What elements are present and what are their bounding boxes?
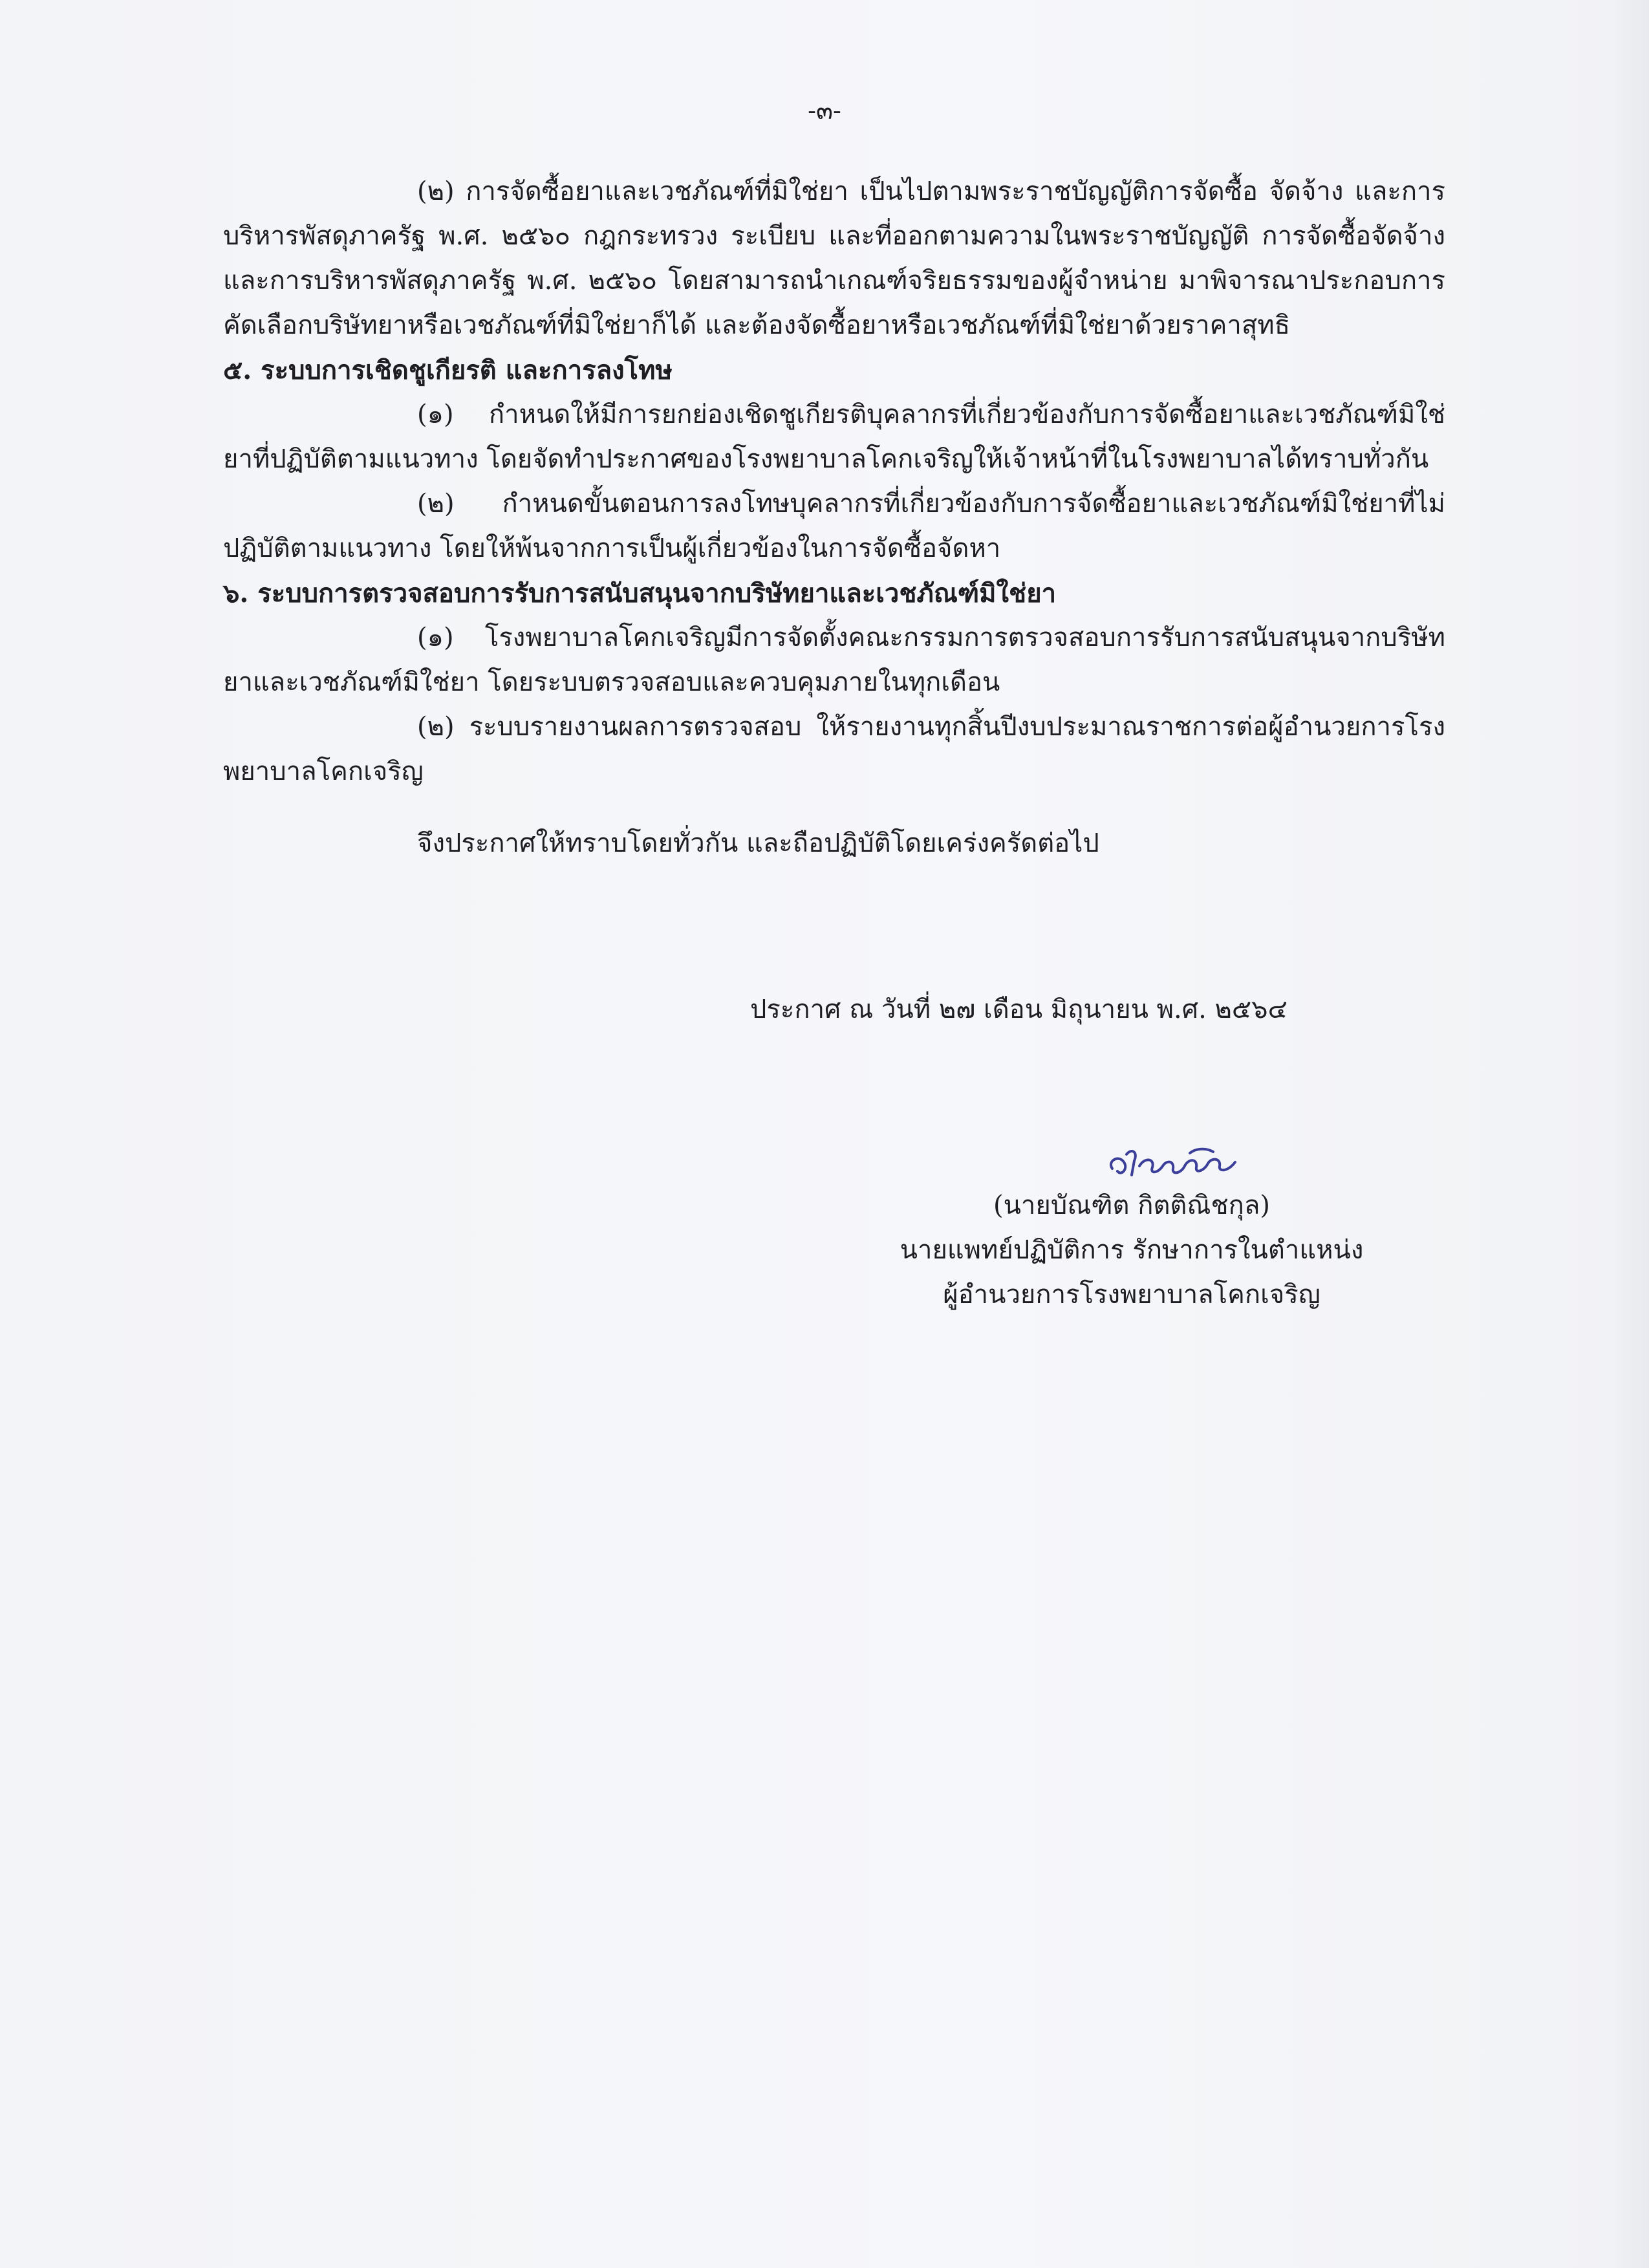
paragraph-audit-committee: (๑) โรงพยาบาลโคกเจริญมีการจัดตั้งคณะกรรมการตรวจสอบการรับการสนับสนุนจากบริษัทยาและเวชภัณฑ์มิใช่ยา โดยระบบตรวจสอบและควบคุมภายในทุกเดือน: [223, 623, 1445, 697]
signature-block: [821, 1183, 1442, 1317]
section-heading-audit: ๖. ระบบการตรวจสอบการรับการสนับสนุนจากบริษัทยาและเวชภัณฑ์มิใช่ยา: [223, 578, 1057, 609]
signer-name: (นายบัณฑิต กิตติณิชกุล): [993, 1191, 1270, 1220]
page-number: -๓-: [808, 96, 841, 125]
paragraph-honor: (๑) กำหนดให้มีการยกย่องเชิดชูเกียรติบุคลากรที่เกี่ยวข้องกับการจัดซื้อยาและเวชภัณฑ์มิใช่ยาที่ปฏิบัติตามแนวทาง โดยจัดทำประกาศของโรงพยาบาลโคกเจริญให้เจ้าหน้าที่ในโรงพยาบาลได้ทราบทั่วกัน: [223, 400, 1445, 474]
section-heading-honor-punishment: ๕. ระบบการเชิดชูเกียรติ และการลงโทษ: [223, 355, 673, 385]
document-body: [223, 169, 1445, 866]
signer-position-1: นายแพทย์ปฏิบัติการ รักษาการในตำแหน่ง: [900, 1235, 1364, 1265]
closing-statement: จึงประกาศให้ทราบโดยทั่วกัน และถือปฏิบัติโดยเคร่งครัดต่อไป: [417, 828, 1099, 858]
signer-position-2: ผู้อำนวยการโรงพยาบาลโคกเจริญ: [943, 1280, 1320, 1310]
page-edge-shadow: [1610, 0, 1649, 2268]
paragraph-audit-report: (๒) ระบบรายงานผลการตรวจสอบ ให้รายงานทุกสิ้นปีงบประมาณราชการต่อผู้อำนวยการโรงพยาบาลโคกเจริญ: [223, 712, 1445, 786]
paragraph-punishment: (๒) กำหนดขั้นตอนการลงโทษบุคลากรที่เกี่ยวข้องกับการจัดซื้อยาและเวชภัณฑ์มิใช่ยาที่ไม่ปฏิบัติตามแนวทาง โดยให้พ้นจากการเป็นผู้เกี่ยวข้องในการจัดซื้อจัดหา: [223, 489, 1445, 563]
paragraph-procurement: (๒) การจัดซื้อยาและเวชภัณฑ์ที่มิใช่ยา เป็นไปตามพระราชบัญญัติการจัดซื้อ จัดจ้าง และการบริหารพัสดุภาครัฐ พ.ศ. ๒๕๖๐ กฎกระทรวง ระเบียบ และที่ออกตามความในพระราชบัญญัติ การจัดซื้อจัดจ้างและการบริหารพัสดุภาครัฐ พ.ศ. ๒๕๖๐ โดยสามารถนำเกณฑ์จริยธรรมของผู้จำหน่าย มาพิจารณาประกอบการคัดเลือกบริษัทยาหรือเวชภัณฑ์ที่มิใช่ยาก็ได้ และต้องจัดซื้อยาหรือเวชภัณฑ์ที่มิใช่ยาด้วยราคาสุทธิ: [223, 177, 1445, 340]
announcement-date: ประกาศ ณ วันที่ ๒๗ เดือน มิถุนายน พ.ศ. ๒๕๖๔: [750, 995, 1288, 1024]
